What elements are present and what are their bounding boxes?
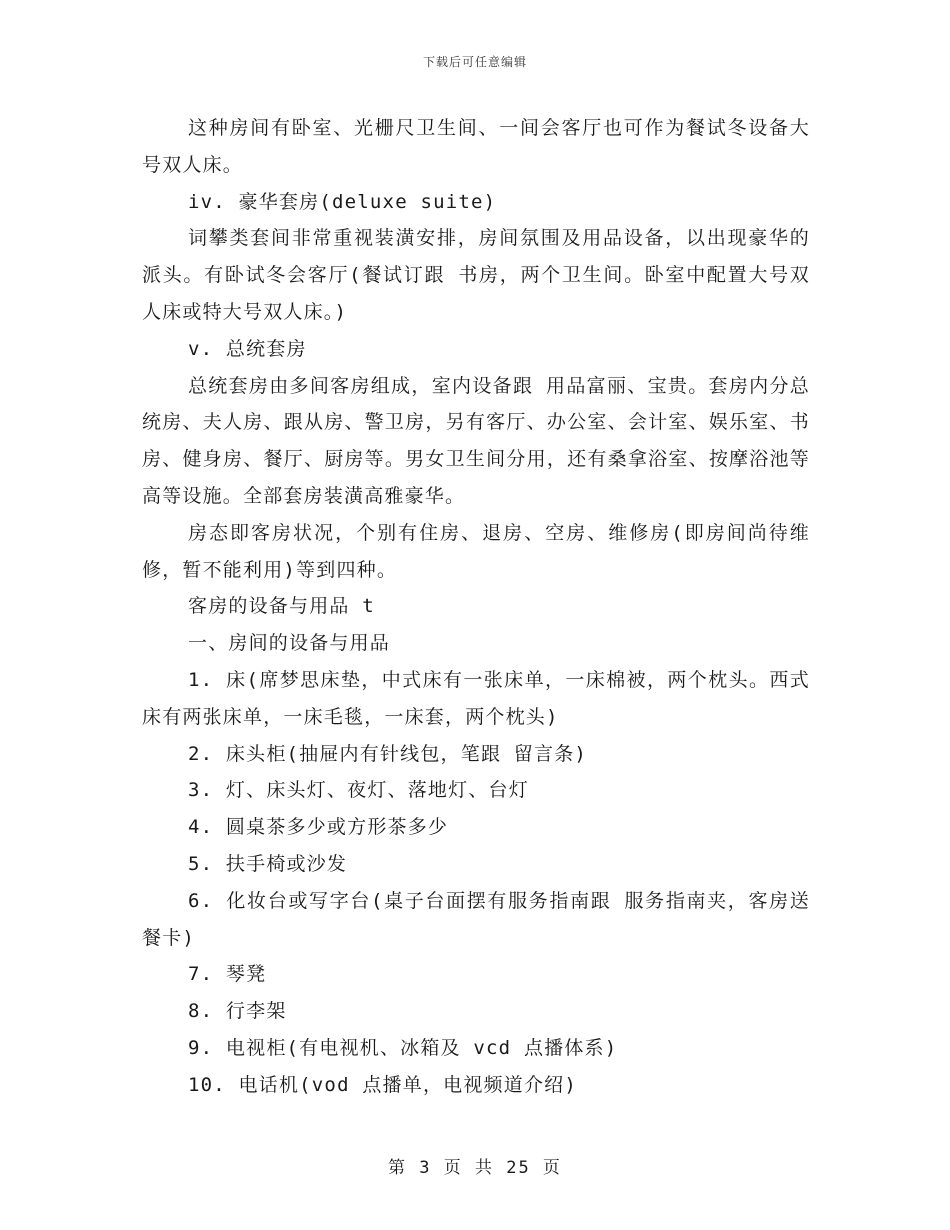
paragraph: 总统套房由多间客房组成，室内设备跟 用品富丽、宝贵。套房内分总统房、夫人房、跟从房、警卫房，另有客厅、办公室、会计室、娱乐室、书房、健身房、餐厅、厨房等。男女卫生间分用，还有桑拿浴室、按摩浴池等高等设施。全部套房装潢高雅豪华。	[142, 374, 810, 507]
paragraph: 这种房间有卧室、光栅尺卫生间、一间会客厅也可作为餐试冬设备大号双人床。	[142, 117, 810, 176]
list-item: 2. 床头柜(抽屉内有针线包，笔跟 留言条)	[188, 742, 588, 765]
list-item: 8. 行李架	[188, 1000, 287, 1023]
list-item: 1. 床(席梦思床垫，中式床有一张床单，一床棉被，两个枕头。西式床有两张床单，一床毛毯，一床套，两个枕头)	[142, 668, 810, 728]
paragraph: 客房的设备与用品 t	[188, 595, 375, 618]
list-item: 3. 灯、床头灯、夜灯、落地灯、台灯	[188, 779, 529, 802]
page-number: 第 3 页 共 25 页	[388, 1158, 562, 1178]
list-item: 4. 圆桌茶多少或方形茶多少	[188, 816, 449, 839]
list-item: 6. 化妆台或写字台(桌子台面摆有服务指南跟 服务指南夹，客房送餐卡)	[142, 889, 810, 949]
paragraph: 词攀类套间非常重视装潢安排，房间氛围及用品设备，以出现豪华的派头。有卧试冬会客厅(餐试订跟 书房，两个卫生间。卧室中配置大号双人床或特大号双人床。)	[142, 227, 810, 323]
paragraph: 房态即客房状况，个别有住房、退房、空房、维修房(即房间尚待维修，暂不能利用)等到四种。	[142, 521, 810, 581]
list-item: 7. 琴凳	[188, 963, 267, 986]
paragraph: v. 总统套房	[188, 337, 307, 360]
page-header: 下载后可任意编辑	[422, 55, 527, 69]
document-body	[142, 110, 810, 1104]
list-item: 9. 电视柜(有电视机、冰箱及 vcd 点播体系)	[188, 1036, 618, 1059]
list-item: 10. 电话机(vod 点播单，电视频道介绍)	[188, 1073, 577, 1096]
paragraph: 一、房间的设备与用品	[188, 632, 391, 655]
paragraph: iv. 豪华套房(deluxe suite)	[188, 190, 497, 213]
list-item: 5. 扶手椅或沙发	[188, 852, 348, 875]
